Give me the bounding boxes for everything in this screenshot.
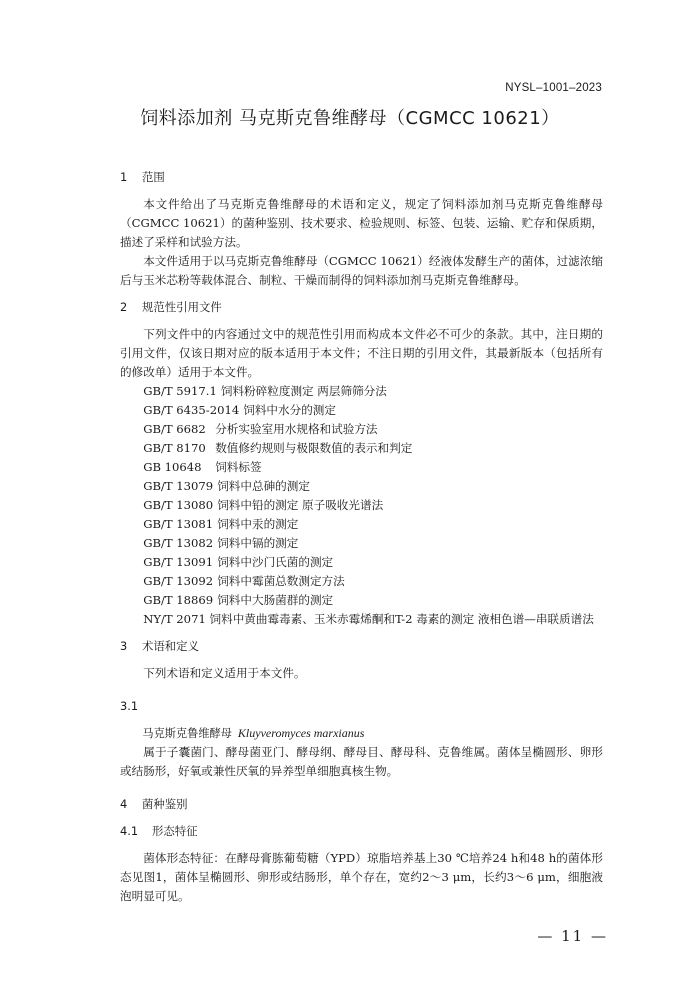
subsection-number: 4.1	[120, 824, 139, 838]
section-number: 1	[120, 170, 128, 184]
document-body	[120, 168, 603, 906]
reference-item	[120, 591, 603, 610]
subsection-title: 形态特征	[152, 824, 198, 838]
reference-title: 数值修约规则与极限数值的表示和判定	[215, 441, 413, 455]
reference-title: 饲料中水分的测定	[243, 403, 336, 417]
reference-title: 饲料中霉菌总数测定方法	[217, 574, 345, 588]
reference-code: GB/T 5917.1	[143, 384, 217, 398]
section-title: 术语和定义	[142, 639, 199, 653]
reference-item	[120, 515, 603, 534]
scope-paragraph-2: 本文件适用于以马克斯克鲁维酵母（CGMCC 10621）经液体发酵生产的菌体，过滤浓缩后与玉米芯粉等载体混合、制粒、干燥而制得的饲料添加剂马克斯克鲁维酵母。	[120, 254, 603, 287]
reference-code: GB/T 18869	[143, 593, 214, 607]
page-number: — 11 —	[537, 927, 608, 945]
reference-item-wrapped: NY/T 2071 饲料中黄曲霉毒素、玉米赤霉烯酮和T-2 毒素的测定 液相色谱—串联质谱法	[143, 612, 594, 626]
reference-item	[120, 458, 603, 477]
document-code: NYSL–1001–2023	[505, 82, 602, 94]
reference-item	[120, 534, 603, 553]
references-intro: 下列文件中的内容通过文中的规范性引用而构成本文件必不可少的条款。其中，注日期的引用文件，仅该日期对应的版本适用于本文件；不注日期的引用文件，其最新版本（包括所有的修改单）适用于本文件。	[120, 327, 603, 379]
section-2-heading	[120, 298, 603, 317]
reference-title: 饲料中总砷的测定	[217, 479, 310, 493]
reference-title: 饲料中铅的测定 原子吸收光谱法	[217, 498, 384, 512]
morphology-paragraph: 菌体形态特征：在酵母膏胨葡萄糖（YPD）琼脂培养基上30 ℃培养24 h和48 h的菌体形态见图1，菌体呈椭圆形、卵形或结肠形，单个存在，宽约2～3 μm，长约3～6 μm，细胞液泡明显可见。	[120, 851, 603, 903]
terms-intro: 下列术语和定义适用于本文件。	[143, 666, 306, 680]
term-latin: Kluyveromyces marxianus	[237, 726, 365, 740]
section-number: 4	[120, 797, 128, 811]
document-title: 饲料添加剂 马克斯克鲁维酵母（CGMCC 10621）	[140, 108, 560, 129]
subsection-4-1-heading	[120, 822, 603, 841]
term-entry	[120, 724, 603, 743]
reference-code: GB 10648	[143, 460, 202, 474]
reference-item	[120, 477, 603, 496]
term-definition: 属于子囊菌门、酵母菌亚门、酵母纲、酵母目、酵母科、克鲁维属。菌体呈椭圆形、卵形或结肠形，好氧或兼性厌氧的异养型单细胞真核生物。	[120, 745, 603, 778]
reference-item	[120, 553, 603, 572]
reference-title: 饲料中镉的测定	[217, 536, 299, 550]
reference-title: 饲料中大肠菌群的测定	[217, 593, 334, 607]
reference-code: GB/T 6682	[143, 422, 206, 436]
reference-list	[120, 382, 603, 629]
reference-item	[120, 439, 603, 458]
reference-item	[120, 496, 603, 515]
reference-code: GB/T 13079	[143, 479, 214, 493]
scope-paragraph-1: 本文件给出了马克斯克鲁维酵母的术语和定义，规定了饲料添加剂马克斯克鲁维酵母（CGMCC 10621）的菌种鉴别、技术要求、检验规则、标签、包装、运输、贮存和保质期，描述了采样和试验方法。	[120, 197, 603, 249]
reference-code: GB/T 13080	[143, 498, 214, 512]
section-number: 3	[120, 639, 128, 653]
reference-code: GB/T 6435-2014	[143, 403, 240, 417]
reference-title: 饲料粉碎粒度测定 两层筛筛分法	[220, 384, 387, 398]
section-title: 范围	[142, 170, 165, 184]
section-number: 2	[120, 300, 128, 314]
reference-code: GB/T 8170	[143, 441, 206, 455]
reference-code: GB/T 13092	[143, 574, 214, 588]
reference-item	[120, 572, 603, 591]
reference-title: 饲料中沙门氏菌的测定	[217, 555, 334, 569]
section-4-heading	[120, 795, 603, 814]
section-3-heading	[120, 637, 603, 656]
reference-title: 饲料中汞的测定	[217, 517, 299, 531]
reference-code: GB/T 13082	[143, 536, 214, 550]
section-title: 规范性引用文件	[142, 300, 222, 314]
subsection-3-1-number: 3.1	[120, 699, 139, 713]
section-1-heading	[120, 168, 603, 187]
reference-code: GB/T 13081	[143, 517, 214, 531]
reference-item	[120, 420, 603, 439]
reference-item	[120, 401, 603, 420]
term-chinese: 马克斯克鲁维酵母	[142, 727, 232, 740]
section-title: 菌种鉴别	[142, 797, 188, 811]
reference-code: GB/T 13091	[143, 555, 214, 569]
reference-title: 饲料标签	[215, 460, 262, 474]
reference-title: 分析实验室用水规格和试验方法	[215, 422, 378, 436]
reference-item	[120, 382, 603, 401]
